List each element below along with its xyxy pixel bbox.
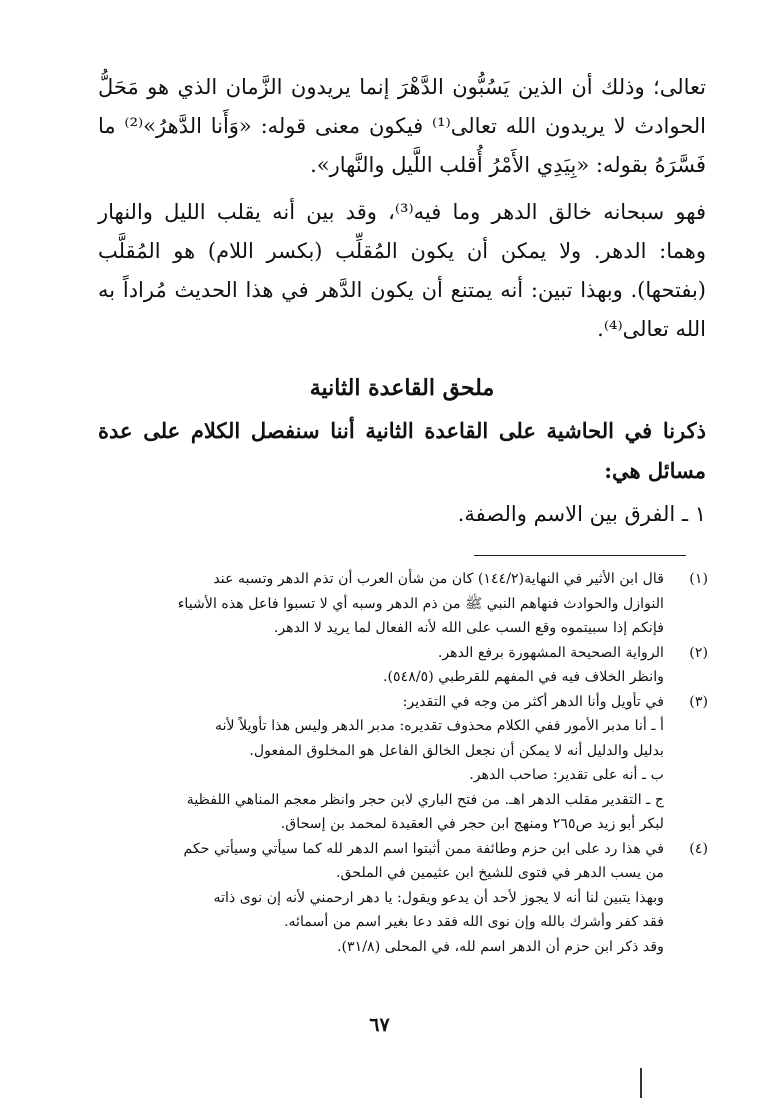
- footnote-2: [96, 641, 708, 690]
- footnote-line: النوازل والحوادث فنهاهم النبي ﷺ من ذم الدهر وسبه أي لا تسبوا فاعل هذه الأشياء: [177, 595, 664, 612]
- footnote-number: (٢): [689, 644, 708, 661]
- footnote-number: (٣): [689, 693, 708, 710]
- footnote-line: في تأويل وأنا الدهر أكثر من وجه في التقدير:: [402, 693, 664, 710]
- section-heading: ملحق القاعدة الثانية: [309, 375, 495, 401]
- footnote-line: ب ـ أنه على تقدير: صاحب الدهر.: [469, 767, 664, 783]
- footnote-line: لبكر أبو زيد ص٢٦٥ ومنهج ابن حجر في العقيدة لمحمد بن إسحاق.: [280, 816, 664, 832]
- footnote-separator: [474, 555, 686, 556]
- footnote-line: فإنكم إذا سبيتموه وقع السب على الله لأنه الفعال لما يريد لا الدهر.: [273, 620, 664, 636]
- footnotes: [96, 567, 708, 959]
- page-number: ٦٧: [369, 1014, 390, 1036]
- footnote-line: أ ـ أنا مدبر الأمور ففي الكلام محذوف تقديره: مدبر الدهر وليس هذا تأويلاً لأنه: [215, 718, 664, 734]
- footnote-line: ج ـ التقدير مقلب الدهر اهـ. من فتح الباري لابن حجر وانظر معجم المناهي اللفظية: [186, 791, 664, 808]
- footnote-line: الرواية الصحيحة المشهورة برفع الدهر.: [437, 644, 664, 661]
- footnote-line: بدليل والدليل أنه لا يمكن أن نجعل الخالق الفاعل هو المخلوق المفعول.: [249, 742, 664, 759]
- footnote-number: (٤): [689, 840, 708, 857]
- footnote-line: في هذا رد على ابن حزم وطائفة ممن أثبتوا اسم الدهر لله كما سيأتي وسيأتي حكم: [183, 840, 664, 857]
- footnote-number: (١): [689, 571, 708, 587]
- footnote-1: [96, 567, 708, 641]
- footnote-line: وبهذا يتبين لنا أنه لا يجوز لأحد أن يدعو ويقول: يا دهر ارحمني لأنه إن نوى ذاته: [213, 889, 664, 906]
- footnote-3: [96, 690, 708, 837]
- footnote-line: قال ابن الأثير في النهاية(١٤٤/٢) كان من شأن العرب أن تذم الدهر وتسبه عند: [213, 571, 664, 587]
- list-item-1: ١ ـ الفرق بين الاسم والصفة.: [457, 502, 706, 526]
- footnote-line: وانظر الخلاف فيه في المفهم للقرطبي (٥٤٨/٥).: [382, 669, 664, 685]
- body-paragraph-2: فهو سبحانه خالق الدهر وما فيه⁽³⁾، وقد بين أنه يقلب الليل والنهار وهما: الدهر. ولا يمكن أن يكون المُقلِّب (بكسر اللام) هو المُقلَّب (بفتحها). وبهذا تبين: أنه يمتنع أن يكون الدَّهر في هذا الحديث مُراداً به الله تعالى⁽⁴⁾.: [98, 200, 706, 341]
- footnote-4: [96, 837, 708, 960]
- footnote-line: من يسب الدهر في فتوى للشيخ ابن عثيمين في الملحق.: [335, 865, 664, 881]
- lead-paragraph: ذكرنا في الحاشية على القاعدة الثانية أننا سنفصل الكلام على عدة مسائل هي:: [98, 418, 706, 483]
- footnote-line: وقد ذكر ابن حزم أن الدهر اسم لله، في المحلى (٣١/٨).: [336, 938, 664, 955]
- footnote-line: فقد كفر وأشرك بالله وإن نوى الله فقد دعا بغير اسم من أسمائه.: [283, 914, 664, 930]
- main-text: [98, 68, 706, 533]
- crop-mark: [640, 1068, 700, 1098]
- body-paragraph-1: تعالى؛ وذلك أن الذين يَسُبُّون الدَّهْرَ إنما يريدون الزَّمان الذي هو مَحَلُّ الحوادث لا يريدون الله تعالى⁽¹⁾ فيكون معنى قوله: «وَأَنا الدَّهرُ»⁽²⁾ ما فَسَّرَهُ بقوله: «بِيَدِي الأَمْرُ أُقلب اللَّيل والنَّهار».: [98, 75, 707, 177]
